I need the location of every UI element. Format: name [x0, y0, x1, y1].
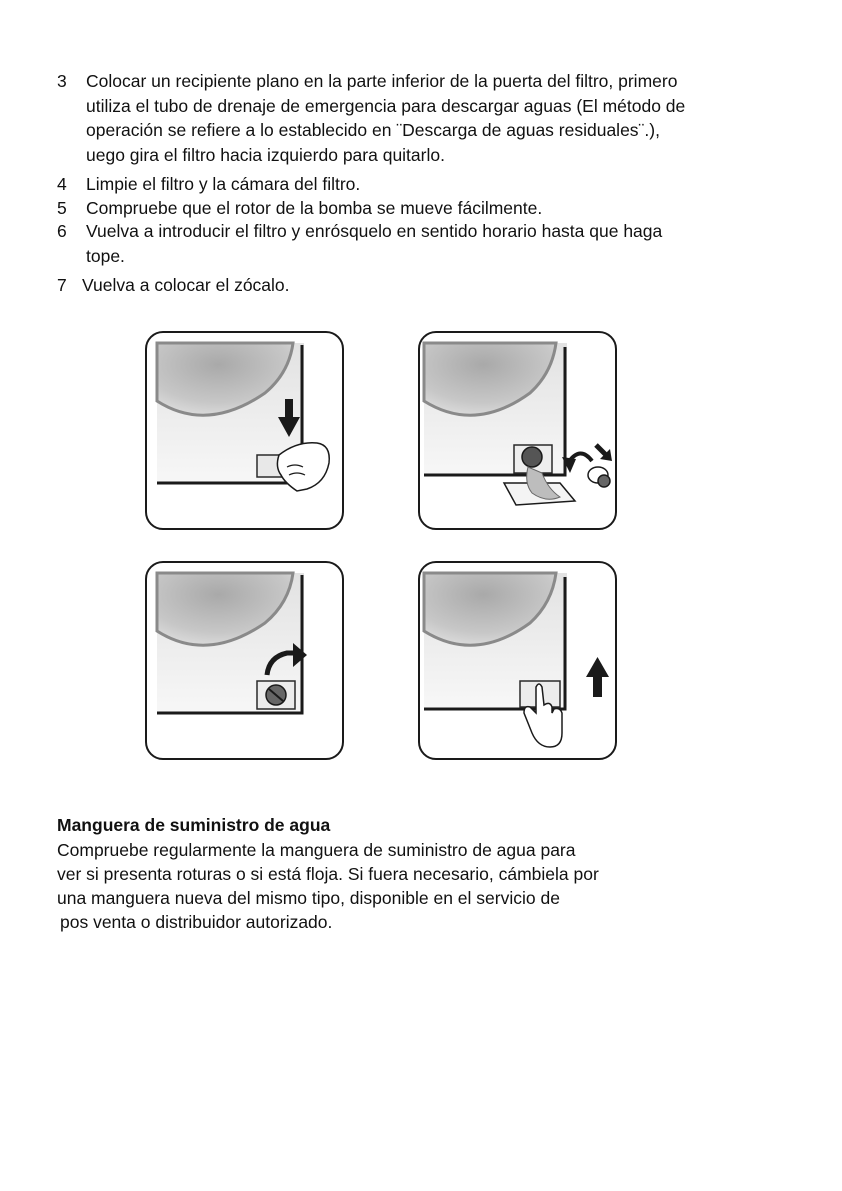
step-line: utiliza el tubo de drenaje de emergencia para descargar aguas (El método de: [86, 95, 686, 116]
step-number: 3: [57, 71, 67, 91]
step-line: Vuelva a introducir el filtro y enrósquelo en sentido horario hasta que haga: [86, 221, 663, 241]
hose-paragraph-line: una manguera nueva del mismo tipo, disponible en el servicio de: [57, 888, 560, 908]
section-title-hose: Manguera de suministro de agua: [57, 815, 331, 835]
step-4: [57, 172, 797, 197]
step-number: 5: [57, 198, 67, 218]
filter-knob-icon: [588, 467, 610, 487]
step-5: [57, 196, 797, 221]
step-line: Limpie el filtro y la cámara del filtro.: [86, 174, 361, 194]
hose-paragraph-line: ver si presenta roturas o si está floja. Si fuera necesario, cámbiela por: [57, 864, 599, 884]
illustration-reinsert-filter: [145, 561, 344, 760]
step-line: tope.: [86, 245, 125, 266]
step-line: Colocar un recipiente plano en la parte inferior de la puerta del filtro, primero: [86, 71, 678, 91]
step-number: 7: [57, 275, 67, 295]
illustration-close-cover: [418, 561, 617, 760]
illustration-open-filter-cover: [145, 331, 344, 530]
step-line: uego gira el filtro hacia izquierdo para quitarlo.: [86, 144, 445, 165]
step-3: [57, 69, 797, 167]
filter-cap-icon: [522, 447, 542, 467]
hose-paragraph-line: Compruebe regularmente la manguera de suministro de agua para: [57, 840, 576, 860]
step-line: Compruebe que el rotor de la bomba se mueve fácilmente.: [86, 198, 543, 218]
step-7: [57, 273, 797, 298]
step-number: 6: [57, 221, 67, 241]
step-line: operación se refiere a lo establecido en ¨Descarga de aguas residuales¨.),: [86, 120, 660, 140]
hose-paragraph-line: pos venta o distribuidor autorizado.: [60, 912, 333, 932]
step-line: Vuelva a colocar el zócalo.: [82, 275, 290, 295]
step-6: [57, 219, 797, 268]
step-number: 4: [57, 174, 67, 194]
illustration-drain-and-remove-filter: [418, 331, 617, 530]
arrow-up-icon: [586, 657, 609, 697]
filter-knob-icon: [266, 685, 286, 705]
